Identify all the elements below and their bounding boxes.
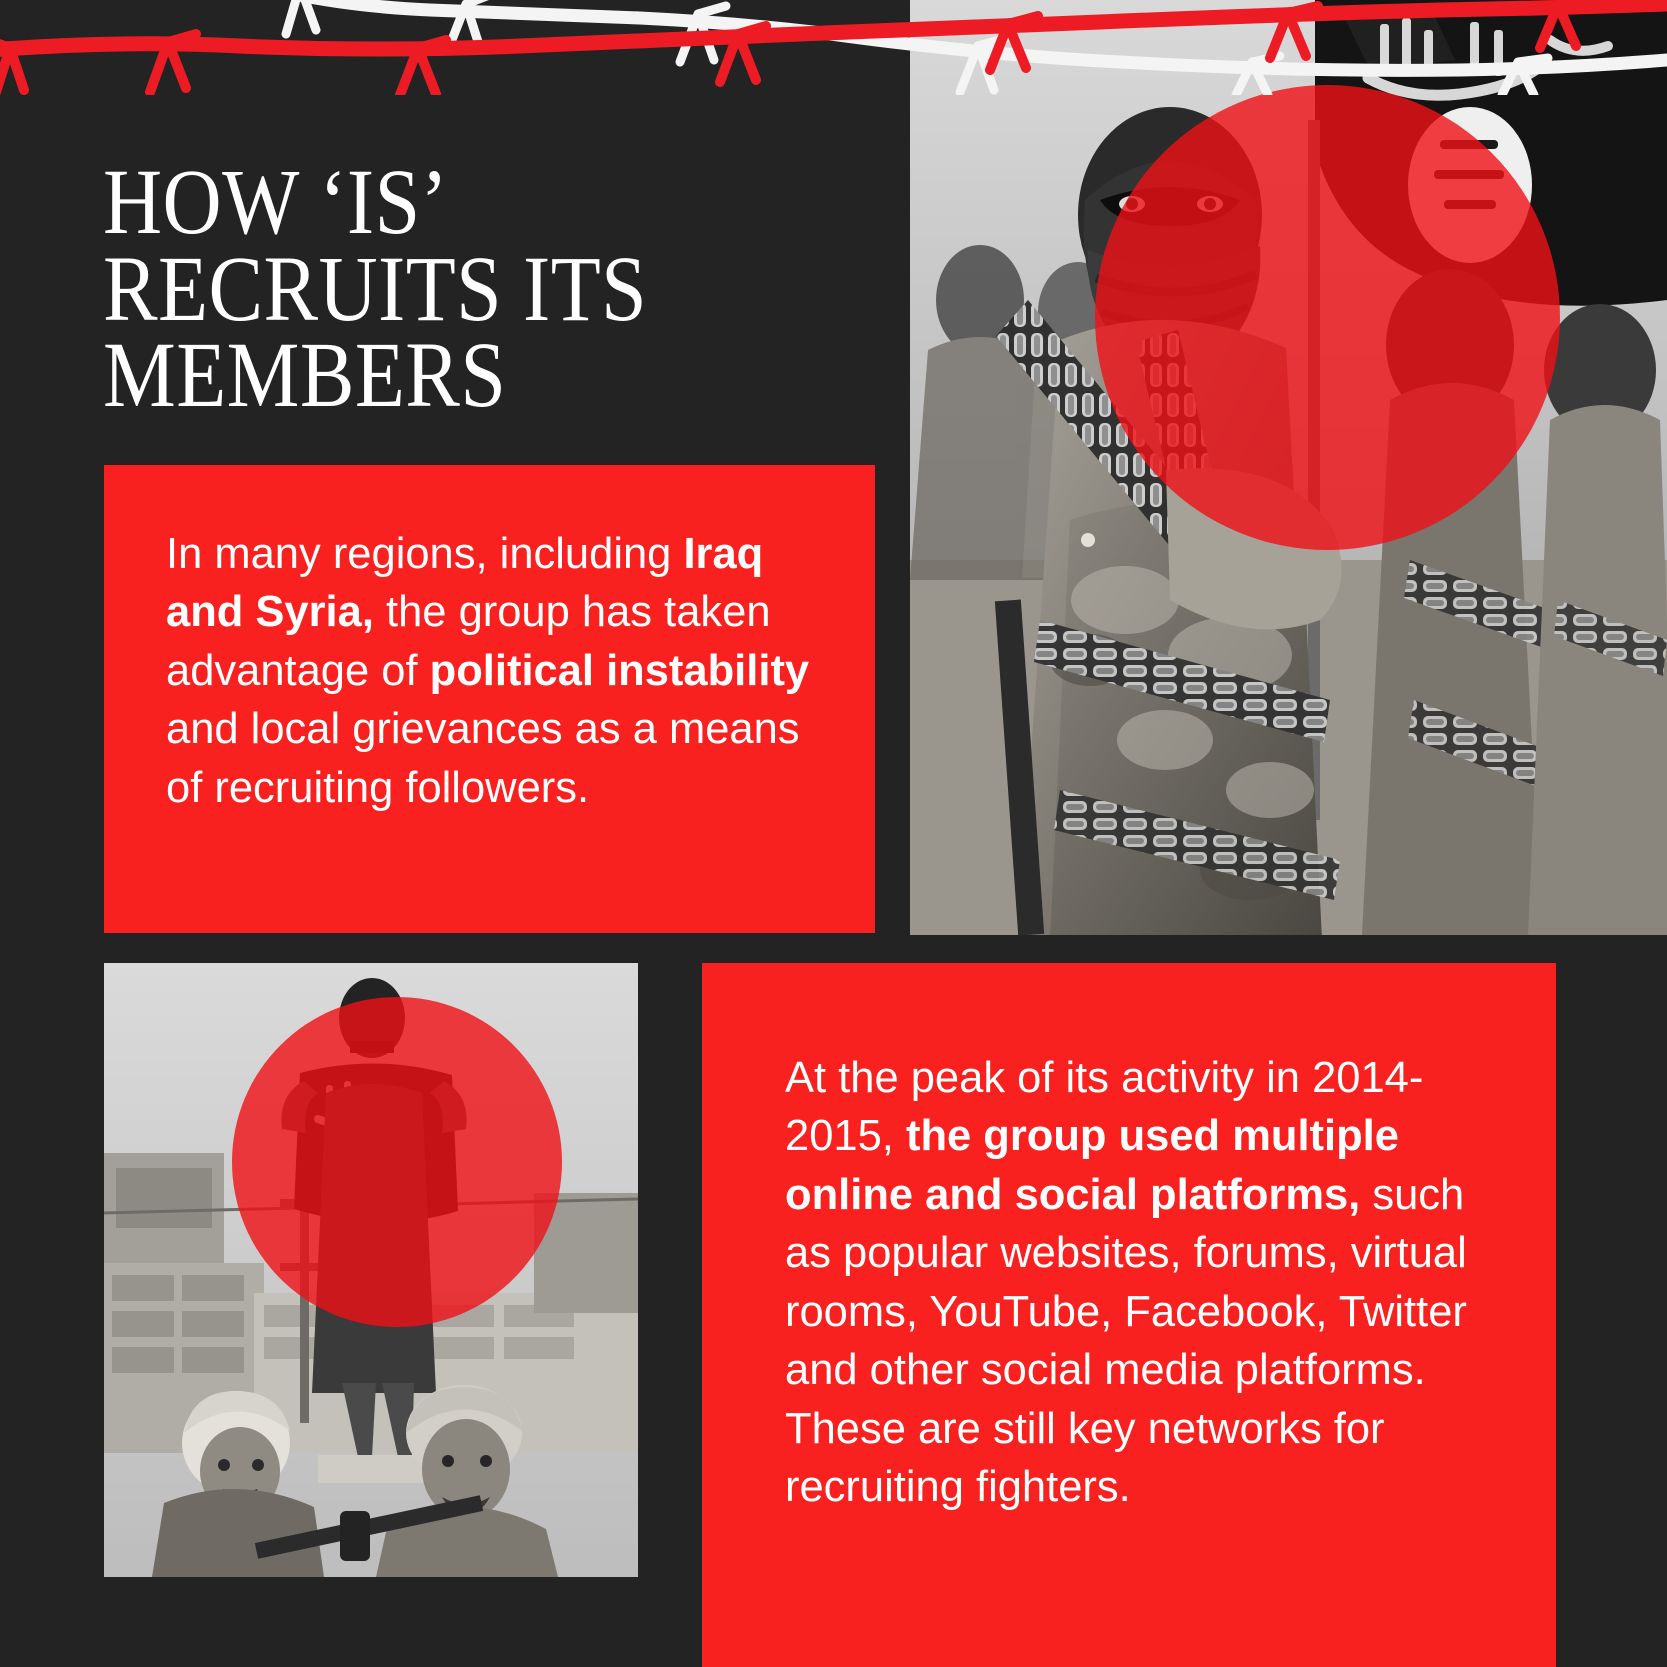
title-line-3: MEMBERS [103, 324, 507, 428]
text-span-0: In many regions, including [166, 529, 684, 578]
emphasis-span-3: political instability [429, 646, 810, 695]
text-span-2: such as popular websites, forums, virtual rooms, YouTube, Facebook, Twitter and other social media platforms. These are still key networks for recruiting fighters. [785, 1170, 1467, 1511]
page-title [103, 151, 719, 428]
emphasis-span-1: Iraq and Syria, [166, 529, 764, 636]
callout-lower-text [785, 1049, 1505, 1517]
photo-main-illustration [910, 0, 1667, 935]
photo-main-militants [910, 0, 1667, 935]
title-line-2: RECRUITS ITS [103, 237, 648, 341]
text-span-0: At the peak of its activity in 2014-2015, [785, 1053, 1424, 1160]
photo-secondary-fighters [104, 963, 638, 1577]
title-line-1: HOW ‘IS’ [103, 151, 449, 255]
callout-panel-upper [104, 465, 875, 933]
text-span-2: the group has taken advantage of [166, 588, 771, 695]
text-span-4: and local grievances as a means of recruiting followers. [166, 705, 800, 812]
callout-panel-lower [702, 963, 1556, 1667]
emphasis-span-1: the group used multiple online and social platforms, [785, 1112, 1399, 1219]
callout-upper-text [166, 525, 836, 818]
photo-secondary-illustration [104, 963, 638, 1577]
